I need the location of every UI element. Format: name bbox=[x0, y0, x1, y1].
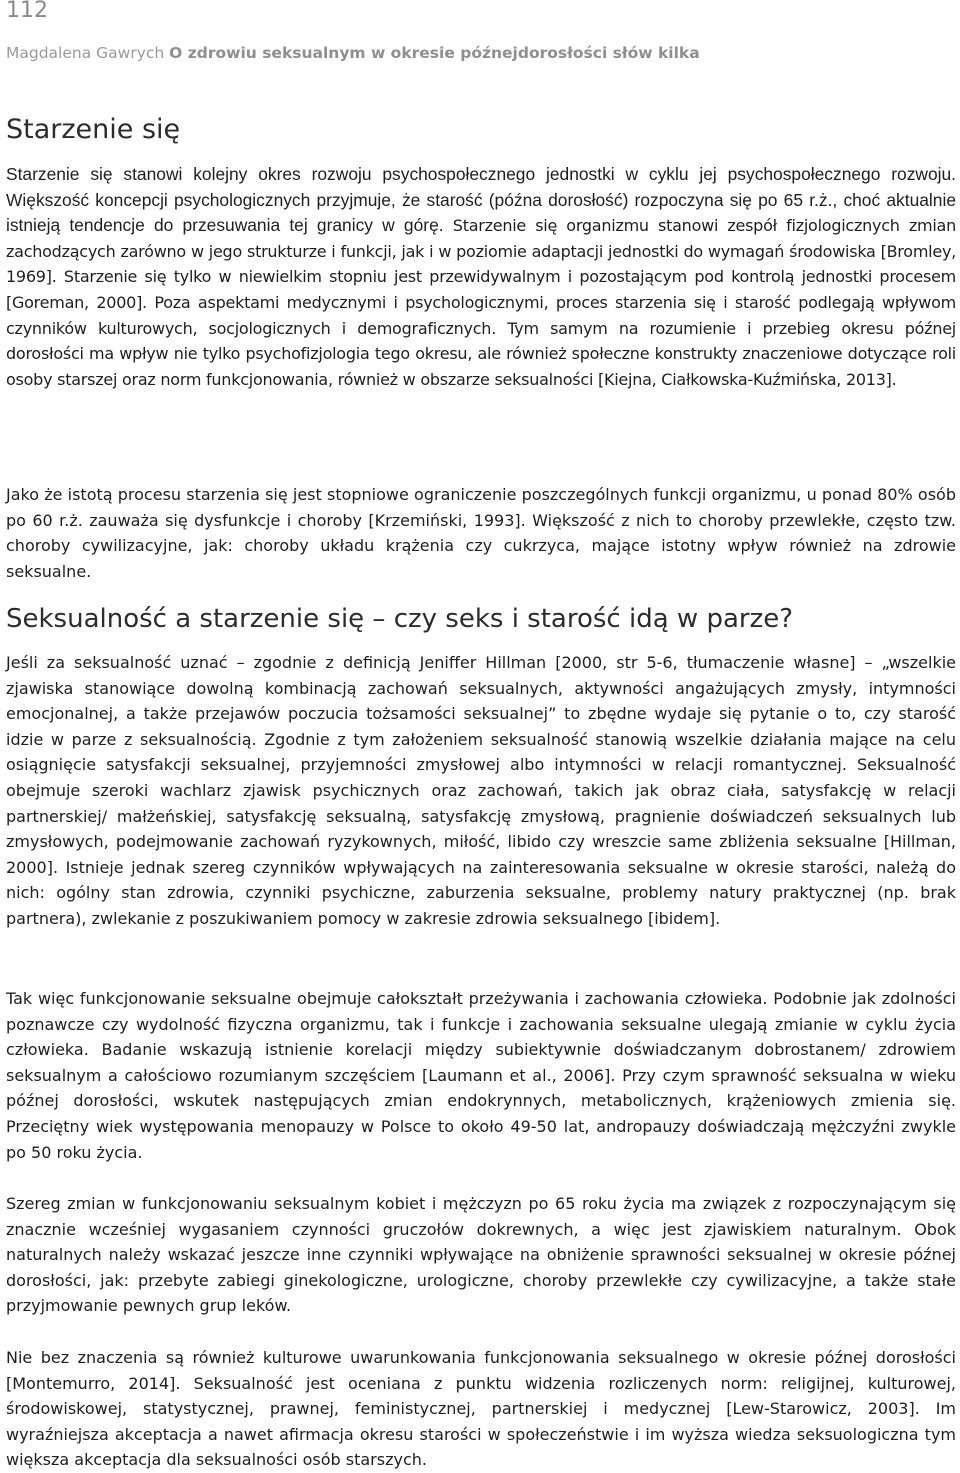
running-header-title: O zdrowiu seksualnym w okresie późnejdorosłości słów kilka bbox=[169, 44, 700, 62]
paragraph-seksualnosc-4: Nie bez znaczenia są również kulturowe uwarunkowania funkcjonowania seksualnego w okresie późnej dorosłości [Montemurro, 2014]. Seksualność jest oceniana z punktu widzenia rozliczenych norm: religijnej, kulturowej, środowiskowej, statystycznej, prawnej, feministycznej, partnerskiej i medycznej [Lew-Starowicz, 2003]. Im wyraźniejsza akceptacja a nawet afirmacja okresu starości w społeczeństwie i im wyższa wiedza seksuologiczna tym większa akceptacja dla seksualności osób starszych. bbox=[6, 1348, 956, 1470]
paragraph-seksualnosc-2: Tak więc funkcjonowanie seksualne obejmuje całokształt przeżywania i zachowania człowieka. Podobnie jak zdolności poznawcze czy wydolność fizyczna organizmu, tak i funkcje i zachowania seksualne ulegają zmianie w cyklu życia człowieka. Badanie wskazują istnienie korelacji między subiektywnie doświadczanym dobrostanem/ zdrowiem seksualnym a całościowo rozumianym szczęściem [Laumann et al., 2006]. Przy czym sprawność seksualna w wieku późnej dorosłości, wskutek następujących zmian endokrynnych, metabolicznych, krążeniowych zmienia się. Przeciętny wiek występowania menopauzy w Polsce to około 49-50 lat, andropauzy doświadczają mężczyźni zwykle po 50 roku życia. bbox=[6, 989, 956, 1162]
paragraph-starzenie-2: Jako że istotą procesu starzenia się jest stopniowe ograniczenie poszczególnych funkcji organizmu, u ponad 80% osób po 60 r.ż. zauważa się dysfunkcje i choroby [Krzemiński, 1993]. Większość z nich to choroby przewlekłe, często tzw. choroby cywilizacyjne, jak: choroby układu krążenia czy cukrzyca, mające istotny wpływ również na zdrowie seksualne. bbox=[6, 485, 956, 581]
section-heading-seksualnosc: Seksualność a starzenie się – czy seks i starość idą w parze? bbox=[6, 604, 794, 634]
section-heading-starzenie: Starzenie się bbox=[6, 114, 181, 145]
paragraph-starzenie-1-lead: Starzenie się stanowi kolejny okres rozwoju psychospołecznego jednostki w cyklu jej psychospołecznego rozwoju. Większość koncepcji psychologicznych przyjmuje, że starość (późna dorosłość) rozpoczyna się po 65 r.ż., choć aktualnie istnieją tendencje do przesuwania tej granicy w górę. bbox=[6, 164, 956, 236]
running-header bbox=[6, 44, 700, 62]
paragraph-seksualnosc-1: Jeśli za seksualność uznać – zgodnie z definicją Jeniffer Hillman [2000, str 5-6, tłumaczenie własne] – „wszelkie zjawiska stanowiące dowolną kombinacją zachowań seksualnych, aktywności angażujących zmysły, intymności emocjonalnej, a także przejawów poczucia tożsamości seksualnej” to zbędne wydaje się pytanie o to, czy starość idzie w parze z seksualnością. Zgodnie z tym założeniem seksualność stanowią wszelkie działania mające na celu osiągnięcie satysfakcji seksualnej, przyjemności zmysłowej albo intymności w relacji romantycznej. Seksualność obejmuje szeroki wachlarz zjawisk psychicznych oraz zachowań, takich jak obraz ciała, satysfakcję w relacji partnerskiej/ małżeńskiej, satysfakcję seksualną, satysfakcję zmysłową, pragnienie doświadczeń seksualnych lub zmysłowych, podejmowanie zachowań ryzykownych, miłość, libido czy wreszcie same zbliżenia seksualne [Hillman, 2000]. Istnieje jednak szereg czynników wpływających na zainteresowania seksualne w okresie starości, należą do nich: ogólny stan zdrowia, czynniki psychiczne, zaburzenia seksualne, problemy natury praktycznej (np. brak partnera), zwlekanie z poszukiwaniem pomocy w zakresie zdrowia seksualnego [ibidem]. bbox=[6, 653, 956, 928]
paragraph-starzenie-1 bbox=[6, 162, 956, 392]
page-number: 112 bbox=[6, 0, 48, 23]
paragraph-seksualnosc-3: Szereg zmian w funkcjonowaniu seksualnym kobiet i mężczyzn po 65 roku życia ma związek z rozpoczynającym się znacznie wcześniej wygasaniem czynności gruczołów dokrewnych, a więc jest zjawiskiem naturalnym. Obok naturalnych należy wskazać jeszcze inne czynniki wpływające na obniżenie sprawności seksualnej w okresie późnej dorosłości, jak: przebyte zabiegi ginekologiczne, urologiczne, choroby przewlekłe czy cywilizacyjne, a także stałe przyjmowanie pewnych grup leków. bbox=[6, 1194, 956, 1316]
running-header-author: Magdalena Gawrych bbox=[6, 44, 165, 62]
paragraph-starzenie-1-rest: Starzenie się organizmu stanowi zespół fizjologicznych zmian zachodzących zarówno w jego strukturze i funkcji, jak i w poziomie adaptacji jednostki do wymagań środowiska [Bromley, 1969]. Starzenie się tylko w niewielkim stopniu jest przewidywalnym i pozostającym pod kontrolą jednostki procesem [Goreman, 2000]. Poza aspektami medycznymi i psychologicznymi, proces starzenia się i starość podlegają wpływom czynników kulturowych, socjologicznych i demograficznych. Tym samym na rozumienie i przebieg okresu późnej dorosłości ma wpływ nie tylko psychofizjologia tego okresu, ale również społeczne konstrukty znaczeniowe dotyczące roli osoby starszej oraz norm funkcjonowania, również w obszarze seksualności [Kiejna, Ciałkowska-Kuźmińska, 2013]. bbox=[6, 216, 957, 389]
